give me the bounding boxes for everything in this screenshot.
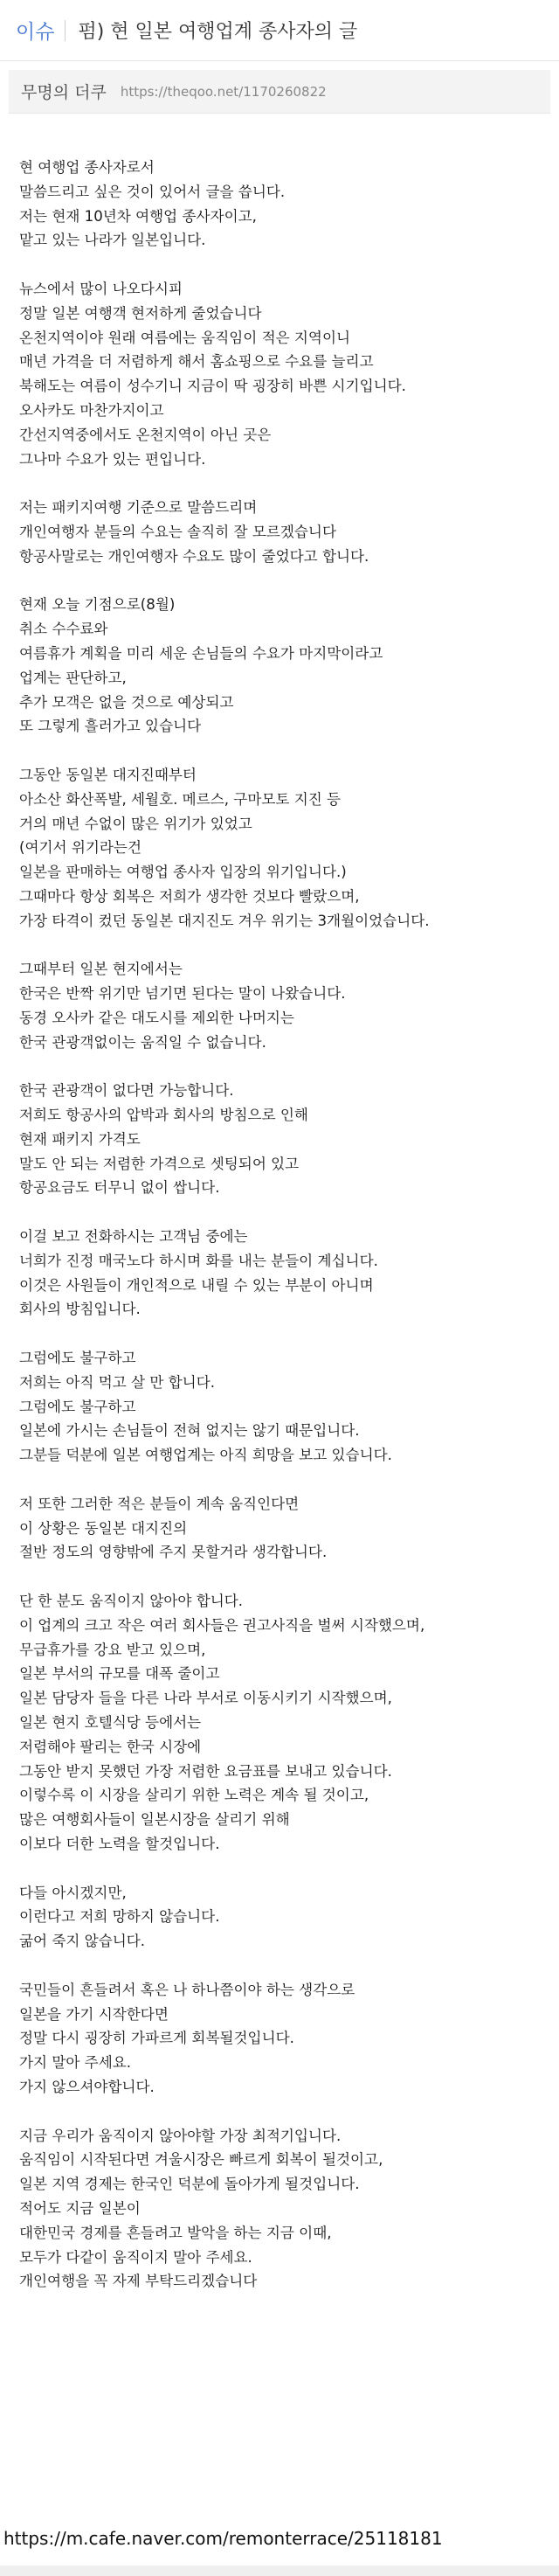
body-line: 온천지역이야 원래 여름에는 움직임이 적은 지역이니: [19, 329, 351, 346]
body-line: 가지 않으셔야합니다.: [19, 2078, 155, 2095]
body-line: 이 업계의 크고 작은 여러 회사들은 권고사직을 벌써 시작했으며,: [19, 1616, 425, 1634]
post-body: [19, 156, 547, 2294]
body-line: 현재 패키지 가격도: [19, 1130, 141, 1148]
body-line: 아소산 화산폭발, 세월호. 메르스, 구마모토 지진 등: [19, 790, 342, 808]
body-line: 항공요금도 터무니 없이 쌉니다.: [19, 1179, 220, 1197]
body-line: 일본 현지 호텔식당 등에서는: [19, 1714, 202, 1731]
body-line: 굶어 죽지 않습니다.: [19, 1933, 146, 1950]
body-line: [19, 934, 547, 958]
body-line: 이렇수록 이 시장을 살리기 위한 노력은 계속 될 것이고,: [19, 1787, 369, 1804]
body-line: 맡고 있는 나라가 일본입니다.: [19, 232, 206, 249]
body-line: (여기서 위기라는건: [19, 839, 141, 857]
bottom-bar: [0, 2566, 559, 2576]
body-line: 항공사말로는 개인여행자 수요도 많이 줄었다고 합니다.: [19, 547, 369, 565]
body-line: 가지 말아 주세요.: [19, 2054, 132, 2072]
body-line: [19, 1954, 547, 1978]
body-line: [19, 1200, 547, 1225]
body-line: 저희는 아직 먹고 살 만 합니다.: [19, 1373, 216, 1391]
body-line: 추가 모객은 없을 것으로 예상되고: [19, 693, 234, 711]
body-line: 동경 오사카 같은 대도시를 제외한 나머지는: [19, 1009, 294, 1026]
body-line: 너희가 진정 매국노다 하시며 화를 내는 분들이 계십니다.: [19, 1252, 378, 1269]
post-header: [0, 0, 559, 61]
body-line: 저 또한 그러한 적은 분들이 계속 움직인다면: [19, 1495, 300, 1512]
body-line: 일본에 가시는 손님들이 전혀 없지는 않기 때문입니다.: [19, 1422, 360, 1440]
body-line: 뉴스에서 많이 나오다시피: [19, 280, 183, 297]
body-line: 현재 오늘 기점으로(8월): [19, 596, 176, 614]
body-line: 한국 관광객없이는 움직일 수 없습니다.: [19, 1033, 266, 1051]
body-line: [19, 253, 547, 277]
header-divider: [65, 20, 66, 41]
body-line: 단 한 분도 움직이지 않아야 합니다.: [19, 1593, 244, 1610]
body-line: 그분들 덕분에 일본 여행업계는 아직 희망을 보고 있습니다.: [19, 1447, 392, 1464]
body-line: 개인여행자 분들의 수요는 솔직히 잘 모르겠습니다: [19, 523, 336, 540]
body-line: 이 상황은 동일본 대지진의: [19, 1519, 188, 1537]
body-line: 개인여행을 꼭 자제 부탁드리겠습니다: [19, 2273, 258, 2290]
body-line: 다들 아시겠지만,: [19, 1884, 127, 1901]
body-line: 이런다고 저희 망하지 않습니다.: [19, 1908, 220, 1926]
body-line: [19, 1054, 547, 1079]
post-meta-bar: [9, 70, 550, 114]
body-line: 또 그렇게 흘러가고 있습니다: [19, 718, 202, 735]
body-line: 대한민국 경제를 흔들려고 발악을 하는 지금 이때,: [19, 2224, 332, 2241]
body-line: [19, 1468, 547, 1492]
body-line: [19, 569, 547, 594]
body-line: [19, 2100, 547, 2124]
body-line: 한국 관광객이 없다면 가능합니다.: [19, 1082, 234, 1100]
body-line: 이것은 사원들이 개인적으로 내릴 수 있는 부분이 아니며: [19, 1276, 374, 1294]
body-line: 간선지역중에서도 온천지역이 아닌 곳은: [19, 426, 272, 443]
body-line: 그때마다 항상 회복은 저희가 생각한 것보다 빨랐으며,: [19, 887, 360, 905]
body-line: 한국은 반짝 위기만 넘기면 된다는 말이 나왔습니다.: [19, 985, 346, 1003]
body-line: 이보다 더한 노력을 할것입니다.: [19, 1835, 220, 1852]
body-line: 모두가 다같이 움직이지 말아 주세요.: [19, 2248, 252, 2266]
body-line: 정말 일본 여행객 현저하게 줄었습니다: [19, 304, 262, 322]
body-line: 그동안 동일본 대지진때부터: [19, 766, 197, 783]
body-line: 그럼에도 불구하고: [19, 1350, 136, 1367]
body-line: 일본을 가기 시작한다면: [19, 2005, 169, 2023]
body-line: 말도 안 되는 저렴한 가격으로 셋팅되어 있고: [19, 1155, 300, 1172]
body-line: 매년 가격을 더 저렴하게 해서 홈쇼핑으로 수요를 늘리고: [19, 353, 374, 371]
body-line: 회사의 방침입니다.: [19, 1301, 141, 1318]
body-line: 업계는 판단하고,: [19, 669, 127, 686]
body-line: [19, 1857, 547, 1881]
source-link[interactable]: https://m.cafe.naver.com/remonterrace/25118181: [3, 2528, 443, 2549]
body-line: 저희도 항공사의 압박과 회사의 방침으로 인해: [19, 1107, 308, 1124]
body-line: [19, 1322, 547, 1346]
body-line: 일본을 판매하는 여행업 종사자 입장의 위기입니다.): [19, 864, 347, 881]
body-line: 말씀드리고 싶은 것이 있어서 글을 씁니다.: [19, 183, 286, 200]
body-line: 일본 지역 경제는 한국인 덕분에 돌아가게 될것입니다.: [19, 2176, 360, 2193]
post-title: 펌) 현 일본 여행업계 종사자의 글: [78, 21, 358, 43]
body-line: 국민들이 흔들려서 혹은 나 하나쯤이야 하는 생각으로: [19, 1981, 355, 1998]
body-line: [19, 739, 547, 763]
body-line: 움직임이 시작된다면 겨울시장은 빠르게 회복이 될것이고,: [19, 2151, 383, 2169]
body-line: 저렴해야 팔리는 한국 시장에: [19, 1738, 202, 1755]
body-line: 많은 여행회사들이 일본시장을 살리기 위해: [19, 1811, 290, 1829]
body-line: 적어도 지금 일본이: [19, 2199, 141, 2217]
body-line: 정말 다시 굉장히 가파르게 회복될것입니다.: [19, 2030, 294, 2047]
body-line: 거의 매년 수없이 많은 위기가 있었고: [19, 815, 252, 832]
body-line: [19, 471, 547, 496]
post-url-link[interactable]: https://theqoo.net/1170260822: [120, 83, 327, 100]
body-line: 취소 수수료와: [19, 621, 108, 638]
body-line: 그럼에도 불구하고: [19, 1398, 136, 1415]
body-line: 가장 타격이 컸던 동일본 대지진도 겨우 위기는 3개월이었습니다.: [19, 912, 430, 929]
body-line: 북해도는 여름이 성수기니 지금이 딱 굉장히 바쁜 시기입니다.: [19, 378, 406, 395]
body-line: 그때부터 일본 현지에서는: [19, 961, 183, 978]
author-name: 무명의 더쿠: [21, 83, 107, 102]
body-line: 그동안 받지 못했던 가장 저렴한 요금표를 보내고 있습니다.: [19, 1762, 392, 1780]
category-label[interactable]: 이슈: [16, 21, 55, 44]
body-line: 오사카도 마찬가지이고: [19, 401, 164, 419]
body-line: 이걸 보고 전화하시는 고객님 중에는: [19, 1228, 248, 1246]
body-line: 현 여행업 종사자로서: [19, 159, 155, 176]
body-line: 저는 패키지여행 기준으로 말씀드리며: [19, 499, 258, 517]
body-line: [19, 1565, 547, 1589]
body-line: 그나마 수요가 있는 편입니다.: [19, 450, 206, 468]
body-line: 일본 부서의 규모를 대폭 줄이고: [19, 1665, 220, 1683]
body-line: 무급휴가를 강요 받고 있으며,: [19, 1641, 206, 1658]
body-line: 저는 현재 10년차 여행업 종사자이고,: [19, 207, 257, 225]
body-line: 일본 담당자 들을 다른 나라 부서로 이동시키기 시작했으며,: [19, 1690, 392, 1707]
body-line: 지금 우리가 움직이지 않아야할 가장 최적기입니다.: [19, 2127, 342, 2144]
body-line: 여름휴가 계획을 미리 세운 손님들의 수요가 마지막이라고: [19, 644, 383, 662]
body-line: 절반 정도의 영향밖에 주지 못할거라 생각합니다.: [19, 1544, 328, 1561]
